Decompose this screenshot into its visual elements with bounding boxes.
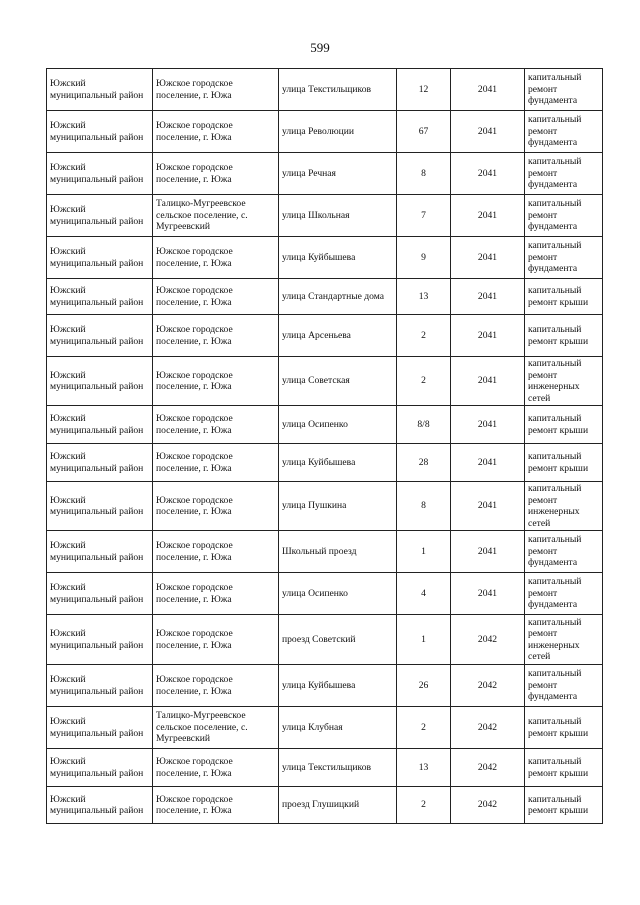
year-cell: 2042 bbox=[451, 615, 525, 665]
year-cell: 2041 bbox=[451, 279, 525, 315]
table-row bbox=[47, 531, 603, 573]
work-type-cell: капитальный ремонт фундамента bbox=[525, 573, 603, 615]
year-cell: 2042 bbox=[451, 749, 525, 787]
house-number-cell: 1 bbox=[397, 531, 451, 573]
table-row bbox=[47, 69, 603, 111]
year-cell: 2041 bbox=[451, 531, 525, 573]
year-cell: 2041 bbox=[451, 153, 525, 195]
house-number-cell: 2 bbox=[397, 787, 451, 824]
district-cell: Южский муниципальный район bbox=[47, 531, 153, 573]
district-cell: Южский муниципальный район bbox=[47, 195, 153, 237]
district-cell: Южский муниципальный район bbox=[47, 111, 153, 153]
settlement-cell: Южское городское поселение, г. Южа bbox=[153, 357, 279, 406]
house-number-cell: 8 bbox=[397, 153, 451, 195]
settlement-cell: Южское городское поселение, г. Южа bbox=[153, 531, 279, 573]
table-row bbox=[47, 482, 603, 531]
street-cell: улица Клубная bbox=[279, 707, 397, 749]
house-number-cell: 12 bbox=[397, 69, 451, 111]
table-row bbox=[47, 153, 603, 195]
year-cell: 2041 bbox=[451, 315, 525, 357]
work-type-cell: капитальный ремонт фундамента bbox=[525, 69, 603, 111]
work-type-cell: капитальный ремонт инженерных сетей bbox=[525, 357, 603, 406]
work-type-cell: капитальный ремонт фундамента bbox=[525, 153, 603, 195]
street-cell: улица Осипенко bbox=[279, 573, 397, 615]
district-cell: Южский муниципальный район bbox=[47, 573, 153, 615]
house-number-cell: 4 bbox=[397, 573, 451, 615]
settlement-cell: Южское городское поселение, г. Южа bbox=[153, 615, 279, 665]
district-cell: Южский муниципальный район bbox=[47, 237, 153, 279]
year-cell: 2042 bbox=[451, 665, 525, 707]
settlement-cell: Южское городское поселение, г. Южа bbox=[153, 749, 279, 787]
work-type-cell: капитальный ремонт крыши bbox=[525, 279, 603, 315]
repair-schedule-table bbox=[46, 68, 603, 824]
house-number-cell: 26 bbox=[397, 665, 451, 707]
settlement-cell: Южское городское поселение, г. Южа bbox=[153, 153, 279, 195]
settlement-cell: Южское городское поселение, г. Южа bbox=[153, 573, 279, 615]
house-number-cell: 8/8 bbox=[397, 406, 451, 444]
work-type-cell: капитальный ремонт фундамента bbox=[525, 531, 603, 573]
house-number-cell: 7 bbox=[397, 195, 451, 237]
work-type-cell: капитальный ремонт фундамента bbox=[525, 665, 603, 707]
year-cell: 2042 bbox=[451, 707, 525, 749]
year-cell: 2041 bbox=[451, 195, 525, 237]
year-cell: 2041 bbox=[451, 573, 525, 615]
street-cell: проезд Советский bbox=[279, 615, 397, 665]
work-type-cell: капитальный ремонт фундамента bbox=[525, 195, 603, 237]
work-type-cell: капитальный ремонт фундамента bbox=[525, 237, 603, 279]
district-cell: Южский муниципальный район bbox=[47, 615, 153, 665]
house-number-cell: 67 bbox=[397, 111, 451, 153]
settlement-cell: Южское городское поселение, г. Южа bbox=[153, 111, 279, 153]
work-type-cell: капитальный ремонт крыши bbox=[525, 787, 603, 824]
district-cell: Южский муниципальный район bbox=[47, 69, 153, 111]
district-cell: Южский муниципальный район bbox=[47, 357, 153, 406]
work-type-cell: капитальный ремонт инженерных сетей bbox=[525, 615, 603, 665]
district-cell: Южский муниципальный район bbox=[47, 406, 153, 444]
year-cell: 2041 bbox=[451, 444, 525, 482]
street-cell: улица Советская bbox=[279, 357, 397, 406]
house-number-cell: 2 bbox=[397, 357, 451, 406]
table-row bbox=[47, 707, 603, 749]
house-number-cell: 2 bbox=[397, 315, 451, 357]
table-row bbox=[47, 315, 603, 357]
district-cell: Южский муниципальный район bbox=[47, 315, 153, 357]
district-cell: Южский муниципальный район bbox=[47, 787, 153, 824]
district-cell: Южский муниципальный район bbox=[47, 444, 153, 482]
house-number-cell: 13 bbox=[397, 749, 451, 787]
table-row bbox=[47, 749, 603, 787]
table-row bbox=[47, 279, 603, 315]
house-number-cell: 9 bbox=[397, 237, 451, 279]
street-cell: улица Школьная bbox=[279, 195, 397, 237]
work-type-cell: капитальный ремонт крыши bbox=[525, 315, 603, 357]
street-cell: улица Революции bbox=[279, 111, 397, 153]
settlement-cell: Южское городское поселение, г. Южа bbox=[153, 787, 279, 824]
work-type-cell: капитальный ремонт крыши bbox=[525, 707, 603, 749]
street-cell: улица Куйбышева bbox=[279, 665, 397, 707]
district-cell: Южский муниципальный район bbox=[47, 482, 153, 531]
table-row bbox=[47, 406, 603, 444]
house-number-cell: 1 bbox=[397, 615, 451, 665]
table-row bbox=[47, 573, 603, 615]
district-cell: Южский муниципальный район bbox=[47, 153, 153, 195]
house-number-cell: 28 bbox=[397, 444, 451, 482]
district-cell: Южский муниципальный район bbox=[47, 279, 153, 315]
year-cell: 2042 bbox=[451, 787, 525, 824]
settlement-cell: Южское городское поселение, г. Южа bbox=[153, 444, 279, 482]
table-row bbox=[47, 357, 603, 406]
house-number-cell: 2 bbox=[397, 707, 451, 749]
street-cell: улица Текстильщиков bbox=[279, 69, 397, 111]
street-cell: улица Текстильщиков bbox=[279, 749, 397, 787]
year-cell: 2041 bbox=[451, 69, 525, 111]
work-type-cell: капитальный ремонт крыши bbox=[525, 749, 603, 787]
table-row bbox=[47, 111, 603, 153]
settlement-cell: Южское городское поселение, г. Южа bbox=[153, 482, 279, 531]
year-cell: 2041 bbox=[451, 482, 525, 531]
table-row bbox=[47, 787, 603, 824]
year-cell: 2041 bbox=[451, 237, 525, 279]
year-cell: 2041 bbox=[451, 357, 525, 406]
year-cell: 2041 bbox=[451, 406, 525, 444]
street-cell: улица Куйбышева bbox=[279, 237, 397, 279]
work-type-cell: капитальный ремонт крыши bbox=[525, 444, 603, 482]
work-type-cell: капитальный ремонт крыши bbox=[525, 406, 603, 444]
street-cell: улица Куйбышева bbox=[279, 444, 397, 482]
settlement-cell: Талицко-Мугреевское сельское поселение, с. Мугреевский bbox=[153, 195, 279, 237]
house-number-cell: 13 bbox=[397, 279, 451, 315]
settlement-cell: Южское городское поселение, г. Южа bbox=[153, 665, 279, 707]
settlement-cell: Южское городское поселение, г. Южа bbox=[153, 69, 279, 111]
work-type-cell: капитальный ремонт фундамента bbox=[525, 111, 603, 153]
street-cell: улица Речная bbox=[279, 153, 397, 195]
street-cell: улица Стандартные дома bbox=[279, 279, 397, 315]
table-row bbox=[47, 195, 603, 237]
district-cell: Южский муниципальный район bbox=[47, 707, 153, 749]
year-cell: 2041 bbox=[451, 111, 525, 153]
settlement-cell: Талицко-Мугреевское сельское поселение, с. Мугреевский bbox=[153, 707, 279, 749]
page-number: 599 bbox=[310, 40, 330, 55]
street-cell: улица Арсеньева bbox=[279, 315, 397, 357]
street-cell: проезд Глушицкий bbox=[279, 787, 397, 824]
table-row bbox=[47, 615, 603, 665]
street-cell: улица Осипенко bbox=[279, 406, 397, 444]
table-body bbox=[47, 69, 603, 824]
table-row bbox=[47, 444, 603, 482]
table-row bbox=[47, 237, 603, 279]
street-cell: Школьный проезд bbox=[279, 531, 397, 573]
table-row bbox=[47, 665, 603, 707]
settlement-cell: Южское городское поселение, г. Южа bbox=[153, 237, 279, 279]
settlement-cell: Южское городское поселение, г. Южа bbox=[153, 315, 279, 357]
district-cell: Южский муниципальный район bbox=[47, 749, 153, 787]
house-number-cell: 8 bbox=[397, 482, 451, 531]
work-type-cell: капитальный ремонт инженерных сетей bbox=[525, 482, 603, 531]
district-cell: Южский муниципальный район bbox=[47, 665, 153, 707]
settlement-cell: Южское городское поселение, г. Южа bbox=[153, 279, 279, 315]
settlement-cell: Южское городское поселение, г. Южа bbox=[153, 406, 279, 444]
street-cell: улица Пушкина bbox=[279, 482, 397, 531]
